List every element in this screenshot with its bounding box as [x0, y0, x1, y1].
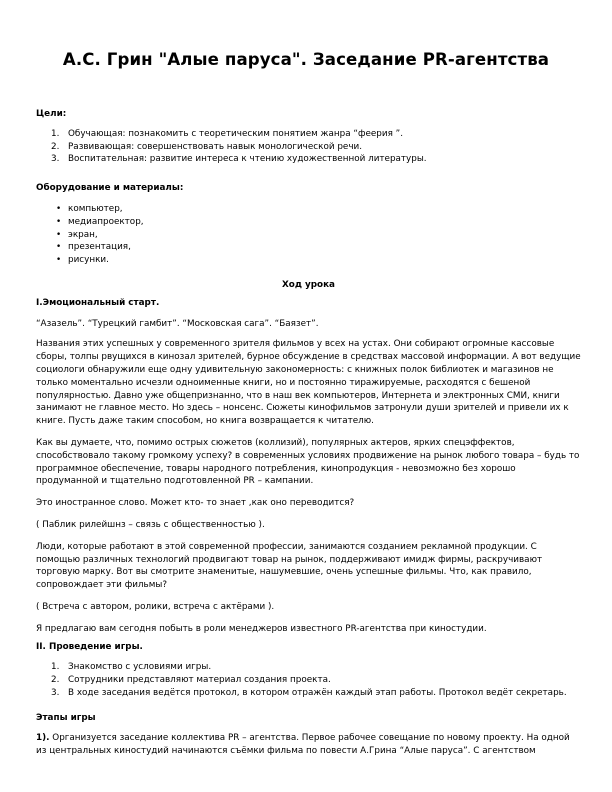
list-item: 3. Воспитательная: развитие интереса к чтению художественной литературы. [51, 154, 427, 165]
list-item: • медиапроектор, [56, 216, 144, 227]
bullet-icon: • [56, 203, 62, 214]
game-steps-list [36, 661, 581, 699]
paragraph: Названия этих успешных у современного зрителя фильмов у всех на устах. Они собирают огромные кассовые сборы, толпы рвущихся в кинозал зрителей, бурное обсуждение в средствах массовой информации. А вот ведущие социологи обнаружили еще одну удивительную закономерность: с книжных полок библиотек и магазинов не только моментально исчезли одноименные книги, но и постоянно тиражируемые, расходятся с бешеной популярностью. Давно уже общепризнанно, что в наш век компьютеров, Интернета и электронных СМИ, книги занимают не главное место. Но здесь – нонсенс. Сюжеты кинофильмов затронули души зрителей и привели их к книге. Пусть даже таким способом, но книга возвращается к читателю. [36, 339, 581, 427]
list-item: 2. Сотрудники представляют материал создания проекта. [51, 675, 331, 686]
paragraph: Люди, которые работают в этой современной профессии, занимаются созданием рекламной продукции. С помощью различных технологий продвигают товар на рынок, поддерживают имидж фирмы, раскручивают торговую марку. Вот вы смотрите знаменитые, нашумевшие, очень успешные фильмы. Что, как правило, сопровождает эти фильмы? [36, 541, 543, 591]
stage1-number: 1). [36, 733, 50, 744]
document-body [36, 108, 581, 758]
section2-heading: II. Проведение игры. [36, 641, 143, 652]
paragraph: Я предлагаю вам сегодня побыть в роли менеджеров известного PR-агентства при киностудии. [36, 623, 487, 634]
document-title: А.С. Грин "Алые паруса". Заседание PR-агентства [62, 50, 550, 69]
stages-heading: Этапы игры [36, 712, 96, 723]
section1-heading: I.Эмоциональный старт. [36, 297, 160, 308]
paragraph: Как вы думаете, что, помимо острых сюжетов (коллизий), популярных актеров, ярких спецэффектов, способствовало такому громкому успеху? в современных условиях продвижение на рынок любого товара – будь то программное обеспечение, товары народного потребления, кинопродукция - невозможно без хорошо продуманной и тщательно подготовленной PR – кампании. [36, 437, 580, 487]
lesson-heading: Ход урока [282, 279, 335, 290]
list-item: • презентация, [56, 242, 131, 253]
list-item: 1. Обучающая: познакомить с теоретическим понятием жанра “феерия ”. [51, 128, 404, 139]
list-item: 3. В ходе заседания ведётся протокол, в котором отражён каждый этап работы. Протокол ведёт секретарь. [51, 687, 567, 698]
goals-heading: Цели: [36, 109, 67, 119]
bullet-icon: • [56, 255, 62, 266]
paragraph: Это иностранное слово. Может кто- то знает ,как оно переводится? [36, 498, 355, 509]
equipment-heading: Оборудование и материалы: [36, 183, 184, 194]
list-item: • компьютер, [56, 203, 123, 214]
list-item: 1. Знакомство с условиями игры. [51, 662, 212, 673]
list-item: • экран, [56, 229, 98, 240]
paragraph: ( Паблик рилейшнз – связь с общественностью ). [36, 519, 265, 530]
list-item: • рисунки. [56, 255, 109, 266]
equipment-list [36, 203, 581, 267]
goals-list [36, 128, 581, 166]
bullet-icon: • [56, 229, 62, 240]
bullet-icon: • [56, 216, 62, 227]
films-line: “Азазель”. “Турецкий гамбит”. “Московская сага”. “Баязет”. [36, 318, 319, 329]
stage1-paragraph: 1). Организуется заседание коллектива PR – агентства. Первое рабочее совещание по новому проекту. На одной из центральных киностудий начинаются съёмки фильма по повести А.Грина “Алые паруса”. С агентством [36, 733, 570, 757]
list-item: 2. Развивающая: совершенствовать навык монологической речи. [51, 141, 363, 152]
bullet-icon: • [56, 242, 62, 253]
paragraph: ( Встреча с автором, ролики, встреча с актёрами ). [36, 601, 275, 612]
